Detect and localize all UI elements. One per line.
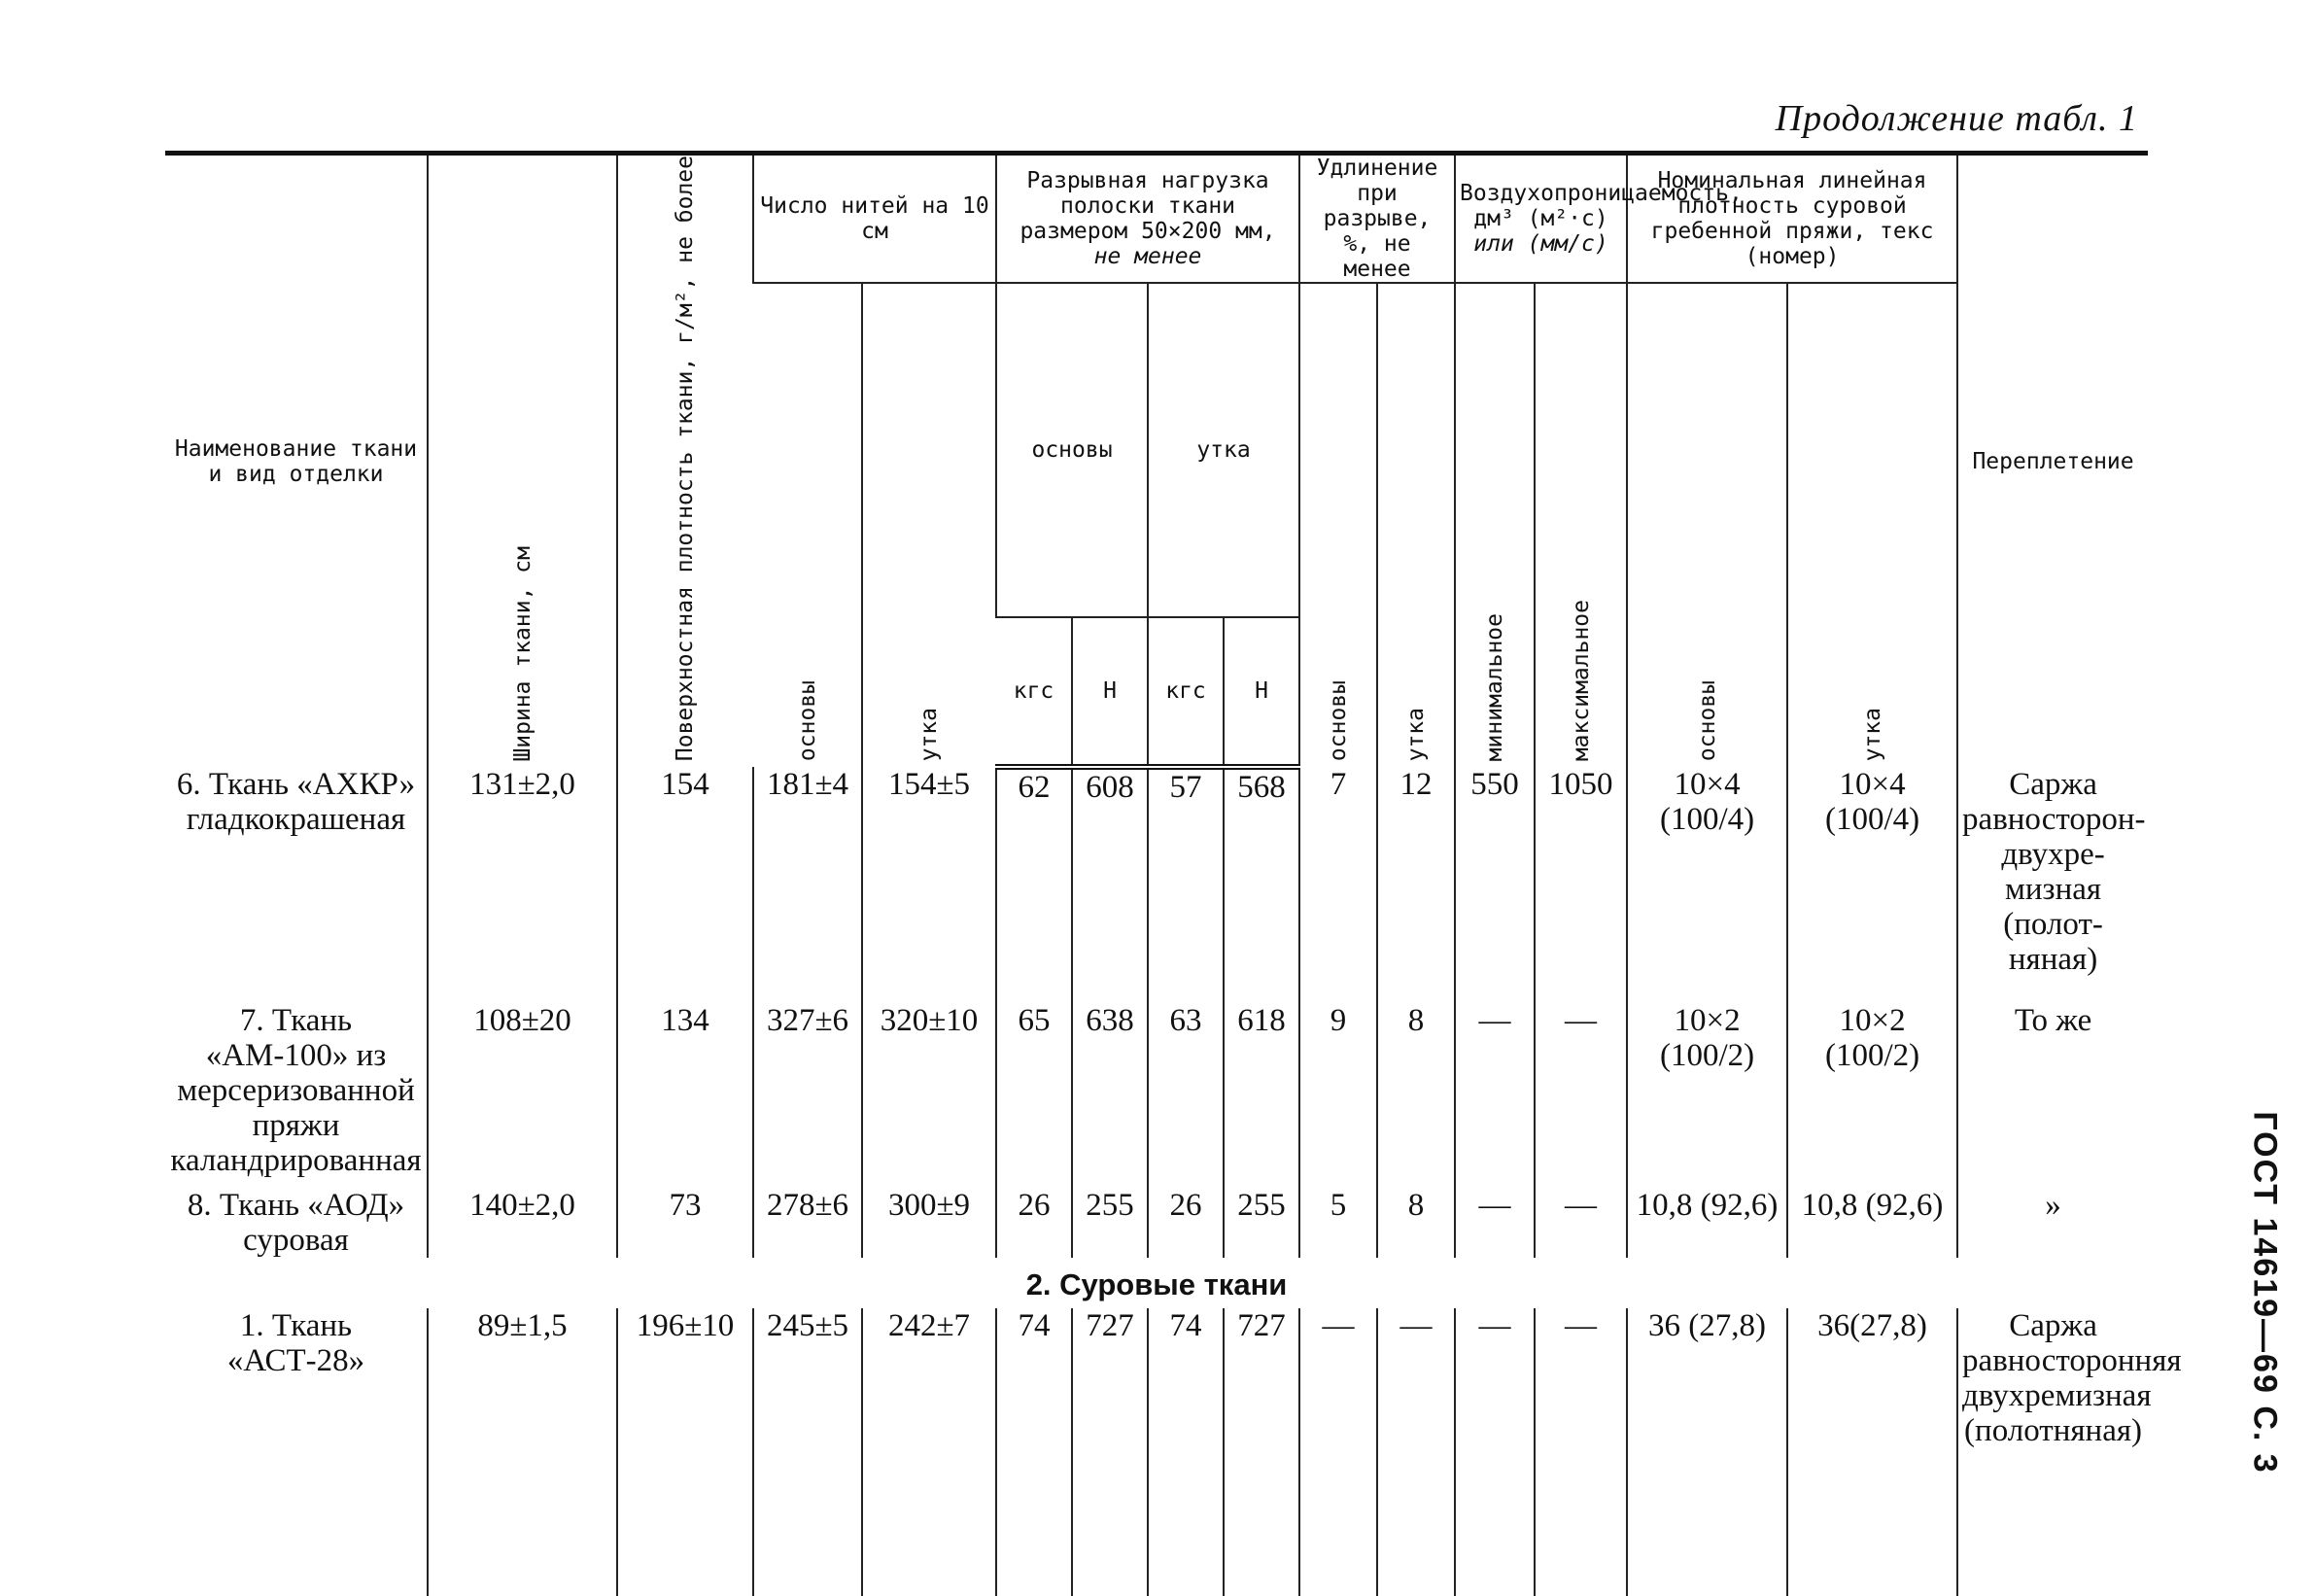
cell-threads-warp: 245±5 [753,1308,862,1596]
cell-width: 108±20 [428,1003,617,1188]
cell-weave: То же [1957,1003,2148,1188]
cell-yarn-warp: 10×4 (100/4) [1627,767,1787,1003]
cell-load-weft-kgf: 63 [1148,1003,1224,1188]
cell-width: 140±2,0 [428,1188,617,1258]
cell-name: 7. Ткань «АМ-100» из мерсеризованной пряжи каландрированная [170,1003,422,1179]
cell-yarn-warp: 10,8 (92,6) [1627,1188,1787,1258]
header-threads: Число нитей на 10 см [753,154,996,284]
header-density: Поверхностная плотность ткани, г/м², не более [617,154,753,768]
header-unit-n-warp: Н [1072,617,1148,767]
cell-load-weft-kgf: 57 [1148,767,1224,1003]
cell-threads-warp: 278±6 [753,1188,862,1258]
cell-yarn-warp: 10×2 (100/2) [1627,1003,1787,1188]
cell-weave: Саржа равносторонняя двухремизная (полотняная) [1957,1308,2148,1596]
cell-elongation-weft: 8 [1377,1003,1455,1188]
table-header [165,154,2148,768]
header-elongation-warp: основы [1299,283,1377,767]
cell-air-max: — [1535,1188,1627,1258]
table-row [165,1003,2148,1188]
cell-air-max: 1050 [1535,767,1627,1003]
table-row [165,767,2148,1003]
cell-yarn-weft: 36(27,8) [1787,1308,1957,1596]
header-width: Ширина ткани, см [428,154,617,768]
cell-name: 6. Ткань «АХКР» гладкокрашеная [176,767,416,838]
header-unit-kgf-weft: кгс [1148,617,1224,767]
table-row [165,1188,2148,1258]
cell-density: 154 [617,767,753,1003]
cell-width: 131±2,0 [428,767,617,1003]
cell-load-warp-n: 255 [1072,1188,1148,1258]
cell-elongation-warp: 7 [1299,767,1377,1003]
cell-threads-warp: 327±6 [753,1003,862,1188]
cell-elongation-warp: 5 [1299,1188,1377,1258]
header-weave: Переплетение [1957,154,2148,768]
cell-load-warp-n: 608 [1072,767,1148,1003]
table-continuation-caption: Продолжение табл. 1 [1775,98,2138,139]
cell-load-warp-kgf: 74 [996,1308,1072,1596]
cell-threads-weft: 320±10 [862,1003,996,1188]
cell-threads-warp: 181±4 [753,767,862,1003]
cell-elongation-warp: 9 [1299,1003,1377,1188]
cell-air-min: 550 [1455,767,1535,1003]
header-elongation: Удлинение при разрыве, %, не менее [1299,154,1455,284]
standard-page-reference [2235,1108,2294,1477]
header-name: Наименование ткани и вид отделки [165,154,428,768]
cell-weave: Саржа равносторон- двухре- мизная (полот- няная) [1957,767,2148,1003]
cell-load-warp-n: 727 [1072,1308,1148,1596]
section-heading-row [165,1258,2148,1308]
header-unit-n-weft: Н [1224,617,1299,767]
cell-air-max: — [1535,1308,1627,1596]
header-load-weft: утка [1148,283,1299,617]
cell-load-weft-kgf: 26 [1148,1188,1224,1258]
cell-load-weft-n: 618 [1224,1003,1299,1188]
header-yarn-warp: основы [1627,283,1787,767]
cell-air-max: — [1535,1003,1627,1188]
cell-name: 8. Ткань «АОД» суровая [187,1188,405,1259]
cell-yarn-weft: 10×4 (100/4) [1787,767,1957,1003]
standard-page-reference-text: ГОСТ 14619—69 С. 3 [2246,1111,2284,1475]
cell-yarn-weft: 10,8 (92,6) [1787,1188,1957,1258]
cell-density: 134 [617,1003,753,1188]
table-body [165,767,2182,1596]
cell-load-warp-kgf: 65 [996,1003,1072,1188]
cell-load-warp-n: 638 [1072,1003,1148,1188]
header-air-max: максимальное [1535,283,1627,767]
cell-elongation-weft: 8 [1377,1188,1455,1258]
cell-load-weft-n: 727 [1224,1308,1299,1596]
cell-threads-weft: 300±9 [862,1188,996,1258]
cell-yarn-weft: 10×2 (100/2) [1787,1003,1957,1188]
header-yarn-density: Номинальная линейная плотность суровой гребенной пряжи, текс (номер) [1627,154,1957,284]
header-load-warp: основы [996,283,1148,617]
cell-weave: » [1957,1188,2148,1258]
cell-load-warp-kgf: 26 [996,1188,1072,1258]
header-air-permeability: Воздухопроницаемость, дм³ (м²·с) или (мм/с) [1455,154,1627,284]
header-yarn-weft: утка [1787,283,1957,767]
header-load: Разрывная нагрузка полоски ткани размером 50×200 мм, не менее [996,154,1299,284]
fabric-specification-table [165,151,2182,1596]
cell-air-min: — [1455,1188,1535,1258]
cell-density: 196±10 [617,1308,753,1596]
cell-name: 1. Ткань «АСТ-28» [226,1308,365,1379]
header-threads-warp: основы [794,680,820,762]
cell-air-min: — [1455,1003,1535,1188]
cell-yarn-warp: 36 (27,8) [1627,1308,1787,1596]
cell-load-weft-kgf: 74 [1148,1308,1224,1596]
cell-air-min: — [1455,1308,1535,1596]
cell-load-weft-n: 568 [1224,767,1299,1003]
cell-load-warp-kgf: 62 [996,767,1072,1003]
cell-threads-weft: 242±7 [862,1308,996,1596]
cell-elongation-warp: — [1299,1308,1377,1596]
cell-elongation-weft: 12 [1377,767,1455,1003]
header-unit-kgf-warp: кгс [996,617,1072,767]
header-elongation-weft: утка [1377,283,1455,767]
cell-density: 73 [617,1188,753,1258]
cell-load-weft-n: 255 [1224,1188,1299,1258]
header-air-min: минимальное [1455,283,1535,767]
table-row [165,1308,2148,1596]
section-title: 2. Суровые ткани [1025,1267,1288,1302]
cell-threads-weft: 154±5 [862,767,996,1003]
header-threads-weft: утка [862,283,996,767]
cell-elongation-weft: — [1377,1308,1455,1596]
cell-width: 89±1,5 [428,1308,617,1596]
